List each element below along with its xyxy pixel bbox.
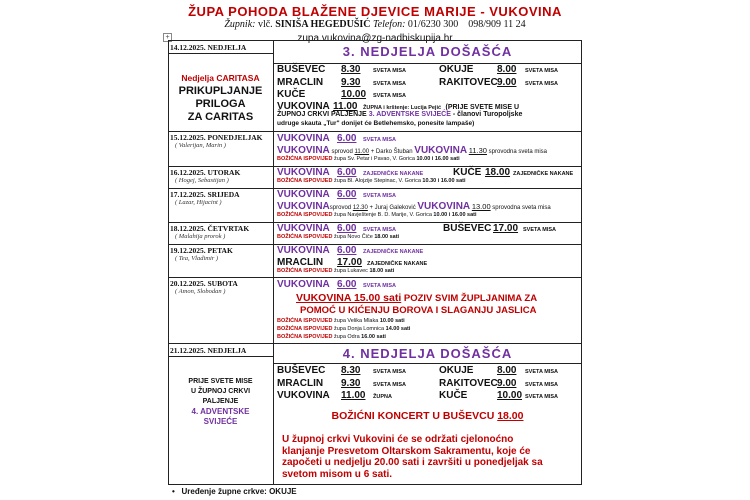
place: RAKITOVEC — [439, 378, 498, 389]
week2-title: 4. NEDJELJA DOŠAŠĆA — [342, 346, 513, 361]
time: 8.00 — [497, 64, 517, 75]
confession-label: BOŽIĆNA ISPOVIJED — [277, 318, 333, 324]
note-line: PALJENJE — [202, 398, 239, 405]
time: 6.00 — [337, 133, 357, 144]
place: VUKOVINA — [277, 223, 330, 234]
confession-times: 18.00 sati — [374, 234, 400, 240]
phone-2: 098/909 11 24 — [468, 19, 526, 30]
time: 12.30 — [352, 205, 368, 211]
mass-type: ŽUPNA — [373, 394, 392, 400]
confession-times: 18.00 sati — [369, 268, 395, 274]
place: VUKOVINA — [414, 145, 468, 156]
pastor-line — [0, 19, 750, 30]
confession-place: župa Odra — [333, 334, 360, 340]
note: 3. ADVENTSKE SVIJEĆE — [368, 111, 451, 118]
mass-type: ZAJEDNIČKE NAKANE — [513, 171, 574, 177]
confession-times: 14.00 sati — [385, 326, 411, 332]
day-date: 18.12.2025. ČETVRTAK — [170, 224, 250, 233]
day-saint: ( Malahija prorok ) — [175, 233, 226, 240]
mass-row — [277, 64, 558, 75]
adoration-paragraph — [282, 434, 578, 480]
week1-date: 14.12.2025. NEDJELJA — [170, 43, 247, 52]
mass-type: sprovod — [329, 205, 352, 211]
mass-row — [277, 89, 406, 100]
week1-title: 3. NEDJELJA DOŠAŠĆA — [342, 44, 513, 59]
place: KUČE — [277, 89, 306, 100]
time: 11.00 — [333, 101, 358, 112]
mass-type: SVETA MISA — [373, 93, 407, 99]
time: 9.30 — [341, 378, 361, 389]
caritas-title: Nedjelja CARITASA — [181, 73, 260, 83]
place: BUŠEVEC — [277, 365, 326, 376]
mass-type: ŽUPNA i krštenje: Lucija Pejić — [363, 105, 442, 111]
note-line: udruge skauta „Tur" donijet će Betlehemsko, ponesite lampaše) — [277, 120, 475, 127]
day-date: 17.12.2025. SRIJEDA — [170, 190, 240, 199]
place: RAKITOVEC — [439, 77, 498, 88]
pastor-label: Župnik: — [224, 19, 256, 30]
mass-row — [277, 279, 396, 290]
place: VUKOVINA — [277, 245, 330, 256]
mass-type: SVETA MISA — [525, 81, 559, 87]
confession-row — [277, 234, 399, 240]
mass-row — [277, 257, 427, 268]
note-line — [277, 111, 522, 118]
mass-row — [277, 145, 547, 156]
day-saint: ( Tea, Vladimir ) — [175, 255, 219, 262]
place: VUKOVINA — [277, 189, 330, 200]
note-line: U ŽUPNOJ CRKVI — [190, 388, 251, 395]
week2-date: 21.12.2025. NEDJELJA — [170, 346, 247, 355]
table-move-handle-icon[interactable]: + — [163, 33, 172, 42]
place: VUKOVINA — [417, 201, 471, 212]
mass-type: SVETA MISA — [525, 382, 559, 388]
caritas-line: ZA CARITAS — [187, 111, 254, 123]
confession-place: župa Sv. Petar i Pavao, V. Gorica — [333, 156, 415, 162]
time: 6.00 — [337, 245, 357, 256]
mass-row — [277, 189, 396, 200]
concert-line — [273, 410, 582, 422]
row-divider — [168, 356, 273, 357]
place: OKUJE — [439, 365, 474, 376]
confession-label: BOŽIĆNA ISPOVIJED — [277, 268, 333, 274]
invitation-text: POZIV SVIM ŽUPLJANIMA ZA — [403, 293, 538, 304]
parish-email[interactable]: zupa.vukovina@zg-nadbiskupija.hr — [297, 33, 453, 44]
place: MRACLIN — [277, 257, 324, 268]
mass-type: SVETA MISA — [363, 227, 397, 233]
mass-type: SVETA MISA — [523, 227, 557, 233]
row-divider — [168, 53, 273, 54]
confession-label: BOŽIĆNA ISPOVIJED — [277, 234, 333, 240]
confession-row — [277, 212, 477, 218]
place: VUKOVINA — [277, 145, 330, 156]
time: 10.00 — [497, 390, 523, 401]
mass-row — [277, 133, 396, 144]
invitation-line — [296, 292, 537, 304]
confession-times: 10.00 sati — [379, 318, 405, 324]
day-date: 15.12.2025. PONEDJELJAK — [170, 133, 263, 142]
confession-label: BOŽIĆNA ISPOVIJED — [277, 156, 333, 162]
time: 10.00 — [341, 89, 367, 100]
mass-type: SVETA MISA — [363, 137, 397, 143]
mass-type: SVETA MISA — [525, 68, 559, 74]
phone-1: 01/6230 300 — [407, 19, 459, 30]
time: 11.00 — [341, 390, 366, 401]
confession-row — [277, 318, 405, 324]
place: OKUJE — [439, 64, 474, 75]
mass-type: ZAJEDNIČKE NAKANE — [367, 261, 428, 267]
mass-row — [277, 378, 558, 389]
mass-row — [277, 201, 551, 212]
confession-row — [277, 178, 466, 184]
mass-type: SVETA MISA — [525, 394, 559, 400]
row-divider — [168, 343, 582, 344]
confession-row — [277, 156, 460, 162]
note: (PRIJE SVETE MISE U — [445, 104, 520, 111]
mass-type: SVETA MISA — [363, 193, 397, 199]
note-line: SVIJEĆE — [203, 417, 238, 426]
confession-times: 10.30 i 16.00 sati — [422, 178, 466, 184]
time: 17.00 — [337, 257, 363, 268]
mass-row — [277, 365, 558, 376]
time: 17.00 — [493, 223, 519, 234]
mass-type: SVETA MISA — [363, 283, 397, 289]
mass-type: SVETA MISA — [373, 382, 407, 388]
note-line: 4. ADVENTSKE — [191, 407, 250, 416]
day-saint: ( Lazar, Hijacint ) — [175, 199, 222, 206]
bullet-icon: • — [172, 487, 175, 496]
time: 8.30 — [341, 365, 361, 376]
time: 8.00 — [497, 365, 517, 376]
confession-place: župa Novo Čiče — [333, 234, 373, 240]
mass-row — [277, 390, 558, 401]
confession-place: župa Navještenje B. D. Marije, V. Gorica — [333, 212, 432, 218]
day-saint: ( Valerijan, Marin ) — [175, 142, 226, 149]
confession-times: 10.00 i 16.00 sati — [433, 212, 477, 218]
mass-type: sprovodna sveta misa — [492, 205, 551, 211]
confession-place: župa Donja Lomnica — [333, 326, 385, 332]
pastor-name: SINIŠA HEGEDUŠIĆ — [275, 19, 371, 30]
deceased-name: + Juraj Galeković — [369, 205, 416, 211]
place: BUŠEVEC — [277, 64, 326, 75]
confession-label: BOŽIĆNA ISPOVIJED — [277, 178, 333, 184]
footer-note — [172, 487, 297, 496]
confession-label: BOŽIĆNA ISPOVIJED — [277, 212, 333, 218]
place: VUKOVINA — [277, 133, 330, 144]
time: 9.30 — [341, 77, 361, 88]
place: VUKOVINA — [277, 390, 330, 401]
invitation-time: VUKOVINA 15.00 sati — [296, 292, 402, 304]
place: VUKOVINA — [277, 201, 330, 212]
place: MRACLIN — [277, 378, 324, 389]
time: 6.00 — [337, 189, 357, 200]
concert-time: 18.00 — [497, 410, 524, 422]
day-date: 19.12.2025. PETAK — [170, 246, 233, 255]
time: 11.00 — [354, 149, 370, 155]
time: 8.30 — [341, 64, 361, 75]
place: KUČE — [439, 390, 468, 401]
time: 9.00 — [497, 378, 517, 389]
place: MRACLIN — [277, 77, 324, 88]
confession-row — [277, 334, 386, 340]
adoration-line: započeti u nedjelju 20.00 sati i završiti u ponedjeljak sa — [282, 457, 543, 468]
concert-label: BOŽIĆNI KONCERT U BUŠEVCU — [331, 410, 495, 422]
pastor-prefix: vlč. — [257, 19, 273, 30]
mass-type: SVETA MISA — [525, 369, 559, 375]
note: ŽUPNOJ CRKVI PALJENJE — [277, 111, 367, 118]
confession-row — [277, 268, 394, 274]
day-date: 20.12.2025. SUBOTA — [170, 279, 238, 288]
advent-candle-note — [168, 377, 273, 427]
confession-label: BOŽIĆNA ISPOVIJED — [277, 334, 333, 340]
place: VUKOVINA — [277, 167, 330, 178]
row-divider — [273, 363, 582, 364]
invitation-line: POMOĆ U KIĆENJU BOROVA I SLAGANJU JASLICA — [300, 305, 537, 316]
caritas-text — [168, 85, 273, 124]
confession-row — [277, 326, 410, 332]
caritas-line: PRILOGA — [195, 98, 246, 110]
mass-row — [277, 245, 423, 256]
day-saint: ( Hogej, Sebastijan ) — [175, 177, 229, 184]
time: 11.30 — [468, 146, 487, 155]
note-line: PRIJE SVETE MISE — [188, 378, 253, 385]
parish-title: ŽUPA POHODA BLAŽENE DJEVICE MARIJE - VUKOVINA — [188, 4, 562, 19]
adoration-line: svetom misom u 6 sati. — [282, 468, 393, 480]
confession-times: 16.00 sati — [361, 334, 386, 340]
confession-place: župa Bl. Alojzije Stepinac, V. Gorica — [333, 178, 421, 184]
adoration-line: U župnoj crkvi Vukovini će se održati cjelonoćno — [282, 434, 514, 445]
adoration-line: klanjanje Presvetom Oltarskom Sakramentu, koje će — [282, 445, 531, 457]
row-divider — [168, 131, 582, 132]
time: 6.00 — [337, 279, 357, 290]
day-date: 16.12.2025. UTORAK — [170, 168, 241, 177]
confession-place: župa Velika Mlaka — [333, 318, 379, 324]
phone-label: Telefon: — [373, 19, 406, 30]
place: VUKOVINA — [277, 101, 330, 112]
time: 6.00 — [337, 167, 357, 178]
mass-type: ZAJEDNIČKE NAKANE — [363, 249, 424, 255]
time: 6.00 — [337, 223, 357, 234]
place: KUČE — [453, 167, 482, 178]
mass-type: sprovod — [331, 149, 353, 155]
deceased-name: + Darko Štuban — [370, 149, 413, 155]
mass-row — [277, 77, 558, 88]
time: 13.00 — [471, 202, 491, 211]
mass-type: SVETA MISA — [373, 68, 407, 74]
confession-place: župa Lukavec — [333, 268, 368, 274]
place: BUŠEVEC — [443, 223, 492, 234]
confession-times: 10.00 i 16.00 sati — [416, 156, 460, 162]
confession-label: BOŽIĆNA ISPOVIJED — [277, 326, 333, 332]
footer-text: Uređenje župne crkve: OKUJE — [181, 487, 297, 496]
mass-type: ZAJEDNIČKE NAKANE — [363, 171, 424, 177]
place: VUKOVINA — [277, 279, 330, 290]
row-divider — [168, 277, 582, 278]
caritas-line: PRIKUPLJANJE — [178, 85, 263, 97]
day-saint: ( Amon, Slobodan ) — [175, 288, 226, 295]
mass-row — [277, 167, 573, 178]
mass-row — [277, 223, 556, 234]
mass-type: SVETA MISA — [373, 81, 407, 87]
time: 18.00 — [485, 167, 511, 178]
time: 9.00 — [497, 77, 517, 88]
note: - članovi Turopoljske — [452, 111, 523, 118]
mass-type: SVETA MISA — [373, 369, 407, 375]
mass-type: sprovodna sveta misa — [488, 149, 548, 155]
